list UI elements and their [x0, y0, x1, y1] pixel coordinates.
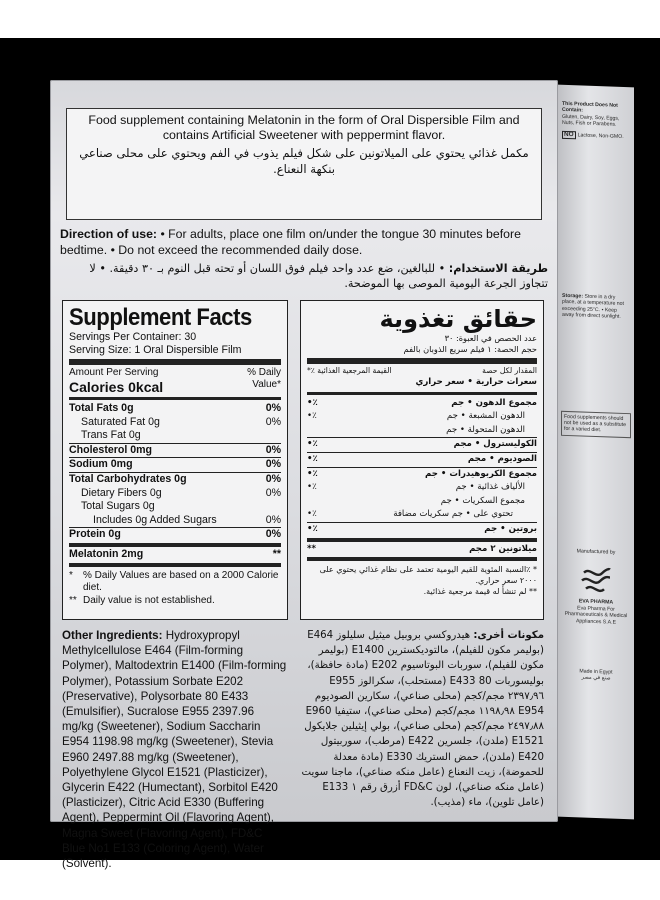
amount-header-en	[69, 367, 281, 379]
directions-of-use	[60, 226, 548, 291]
ingredients-label-ar: مكونات أخرى:	[473, 630, 544, 641]
box-side-panel	[558, 85, 634, 820]
serving-size-ar: حجم الحصة: ١ فيلم سريع الذوبان بالفم	[403, 344, 537, 354]
product-photo	[0, 38, 660, 871]
directions-text-en: • For adults, place one film on/under the tongue 30 minutes before bedtime. • Do not exceed the recommended daily dose.	[60, 227, 521, 257]
nutrient-row: الدهون المتحولة • جم	[446, 424, 525, 435]
servings-per-container-en: Servings Per Container: 30	[69, 331, 197, 343]
other-ingredients-en	[62, 628, 288, 871]
directions-en	[60, 226, 548, 258]
directions-label-en: Direction of use:	[60, 227, 158, 241]
made-in-label-ar: صنع في مصر	[581, 674, 611, 682]
product-description-box	[66, 108, 542, 220]
reference-value-label-ar: القيمة المرجعية الغذائية ٪*	[307, 366, 392, 375]
manufactured-by-label: Manufactured by	[576, 548, 616, 556]
other-ingredients-ar	[300, 628, 544, 810]
warning-box	[561, 410, 631, 438]
facts-footnotes-en: * % Daily Values are based on a 2000 Calorie diet. ** Daily value is not established.	[69, 569, 279, 606]
nutrient-row: Dietary Fibers 0g 0%	[81, 486, 281, 499]
company-name: EVA PHARMA	[578, 598, 614, 606]
free-from-title: This Product Does Not Contain:	[562, 100, 618, 114]
ingredients-text-ar: هيدروكسي بروبيل ميثيل سليلوز E464 (بوليمر مكون للفيلم)، مالتوديكسترين E1400 (بوليمر مكون للفيلم)، سوربات البوتاسيوم E202 (مادة حافظة)، بوليسوربات 80 E433 (مستحلب)، سكرالوز E955 ٢٣٩٧٫٩٦ مجم/كجم (محلى صناعي)، سكارين الصوديوم E954 ١١٩٨٫٩٨ مجم/كجم (محلى صناعي)، ستيفيا E960 ٢٤٩٧٫٨٨ مجم/كجم (محلى صناعي)، بولي إيثيلين جلايكول E1521 (ملدن)، جلسرين E422 (مرطب)، سوربيتول E420 (ملدن)، حمض الستريك E330 (مادة معدلة للحموضة)، زيت النعناع (عامل منكه صناعي)، ماجنا سويت (عامل منكه صناعي)، لون FD&C أزرق رقم ١ E133 (عامل تلوين)، ماء (مذيب).	[301, 630, 544, 809]
no-badge: NO	[564, 130, 574, 138]
nutrient-row: الكوليسترول • مجم ٪•	[307, 439, 537, 450]
description-ar: مكمل غذائي يحتوي على الميلاتونين على شكل فيلم يذوب في الفم ويحتوي على محلى صناعي بنكهة النعناع.	[79, 146, 529, 176]
nutrient-row: Sodium 0mg 0%	[69, 458, 281, 471]
nutrient-row: بروتين • جم ٪•	[307, 523, 537, 534]
nutrient-row: Includes 0g Added Sugars 0%	[93, 513, 281, 526]
amount-header-ar	[307, 366, 537, 376]
nutrient-row: الصوديوم • مجم ٪•	[307, 453, 537, 464]
nutrient-row: Total Sugars 0g	[81, 500, 155, 513]
eva-pharma-logo-icon	[576, 559, 616, 600]
ingredients-text-en: Hydroxypropyl Methylcellulose E464 (Film-forming Polymer), Maltodextrin E1400 (Film-forming Polymer), Potassium Sorbate E202 (Preservative), Polysorbate 80 E433 (Emulsifier), Sucralose E955 2397.96 mg/kg (Sweetener), Sodium Saccharin E954 1198.98 mg/kg (Sweetener), Stevia E960 2497.88 mg/kg (Sweetener), Polyethylene Glycol E1521 (Plasticizer), Glycerin E422 (Humectant), Sorbitol E420 (Plasticizer), Citric Acid E330 (Buffering Agent), Peppermint Oil (Flavoring Agent), Magna Sweet (Flavoring Agent), FD&C Blue No1 E133 (Coloring Agent), Water (Solvent).	[62, 629, 287, 871]
nutrient-row: الألياف غذائية • جم ٪•	[307, 482, 525, 493]
warning-text: Food supplements should not be used as a substitute for a varied diet.	[564, 413, 627, 434]
nutrient-row: مجموع الدهون • جم ٪•	[307, 397, 537, 408]
calories-row-ar: سعرات حرارية • سعر حراري	[415, 377, 537, 387]
facts-title-en: Supplement Facts	[69, 304, 252, 331]
calories-label-en: Calories 0kcal	[69, 379, 164, 395]
ingredients-label-en: Other Ingredients:	[62, 629, 163, 642]
nutrient-row: مجموع الكربوهيدرات • جم ٪•	[307, 468, 537, 479]
free-from-text: Gluten, Dairy, Soy, Eggs, Nuts, Fish or Parabens.	[562, 113, 620, 128]
facts-title-ar: حقائق تغذوية	[379, 305, 537, 333]
storage-label: Storage:	[562, 292, 584, 300]
storage-text: Store in a dry place, at a temperature not exceeding 25°C. • Keep away from direct sunlight.	[562, 293, 624, 321]
servings-per-container-ar: عدد الحصص في العبوة: ٣٠	[444, 333, 537, 343]
nutrient-row: الدهون المشبعة • جم ٪•	[307, 411, 525, 422]
nutrient-row: تحتوي على • جم سكريات مضافة ٪•	[307, 509, 513, 520]
supplement-facts-ar	[300, 300, 544, 620]
directions-text-ar: • للبالغين، ضع عدد واحد فيلم فوق اللسان أو تحته قبل النوم بـ ٣٠ دقيقة. • لا تتجاوز الجرعة اليومية الموصى بها الموضحة.	[89, 262, 548, 290]
nutrient-row: Total Fats 0g 0%	[69, 402, 281, 414]
nutrient-row: ميلاتونين ٢ مجم **	[307, 543, 537, 554]
no-badge-text: Lactose, Non-GMO.	[577, 131, 624, 140]
directions-label-ar: طريقة الاستخدام:	[448, 262, 548, 275]
serving-size-en: Serving Size: 1 Oral Dispersible Film	[69, 343, 242, 356]
company-full-name: Eva Pharma For Pharmaceuticals & Medical Appliances S.A.E	[564, 605, 628, 626]
made-in-label: Made in Egypt	[579, 668, 613, 676]
facts-footnotes-ar: * ٪النسبة المئوية للقيم اليومية تعتمد على نظام غذائي يحتوي على ٢٠٠٠ سعر حراري. ** لم تنشأ له قيمة مرجعية غذائية.	[319, 565, 537, 597]
daily-value-label: % Daily	[247, 367, 281, 378]
nutrient-row: Saturated Fat 0g 0%	[81, 415, 281, 428]
nutrient-row: Melatonin 2mg **	[69, 547, 281, 560]
value-label-en: Value*	[252, 379, 281, 390]
nutrient-row: Trans Fat 0g	[81, 429, 141, 442]
directions-ar	[60, 261, 548, 291]
amount-per-serving-label-ar: المقدار لكل حصة	[482, 366, 537, 375]
description-en: Food supplement containing Melatonin in the form of Oral Dispersible Film and contains Artificial Sweetener with peppermint flavor.	[88, 113, 520, 142]
amount-per-serving-label: Amount Per Serving	[69, 367, 159, 378]
nutrient-row: Protein 0g 0%	[69, 528, 281, 541]
calories-row-en	[69, 379, 281, 395]
supplement-facts-en	[62, 300, 288, 620]
nutrient-row: Cholesterol 0mg 0%	[69, 443, 281, 456]
nutrient-row: مجموع السكريات • جم	[440, 495, 525, 506]
nutrient-row: Total Carbohydrates 0g 0%	[69, 472, 281, 485]
